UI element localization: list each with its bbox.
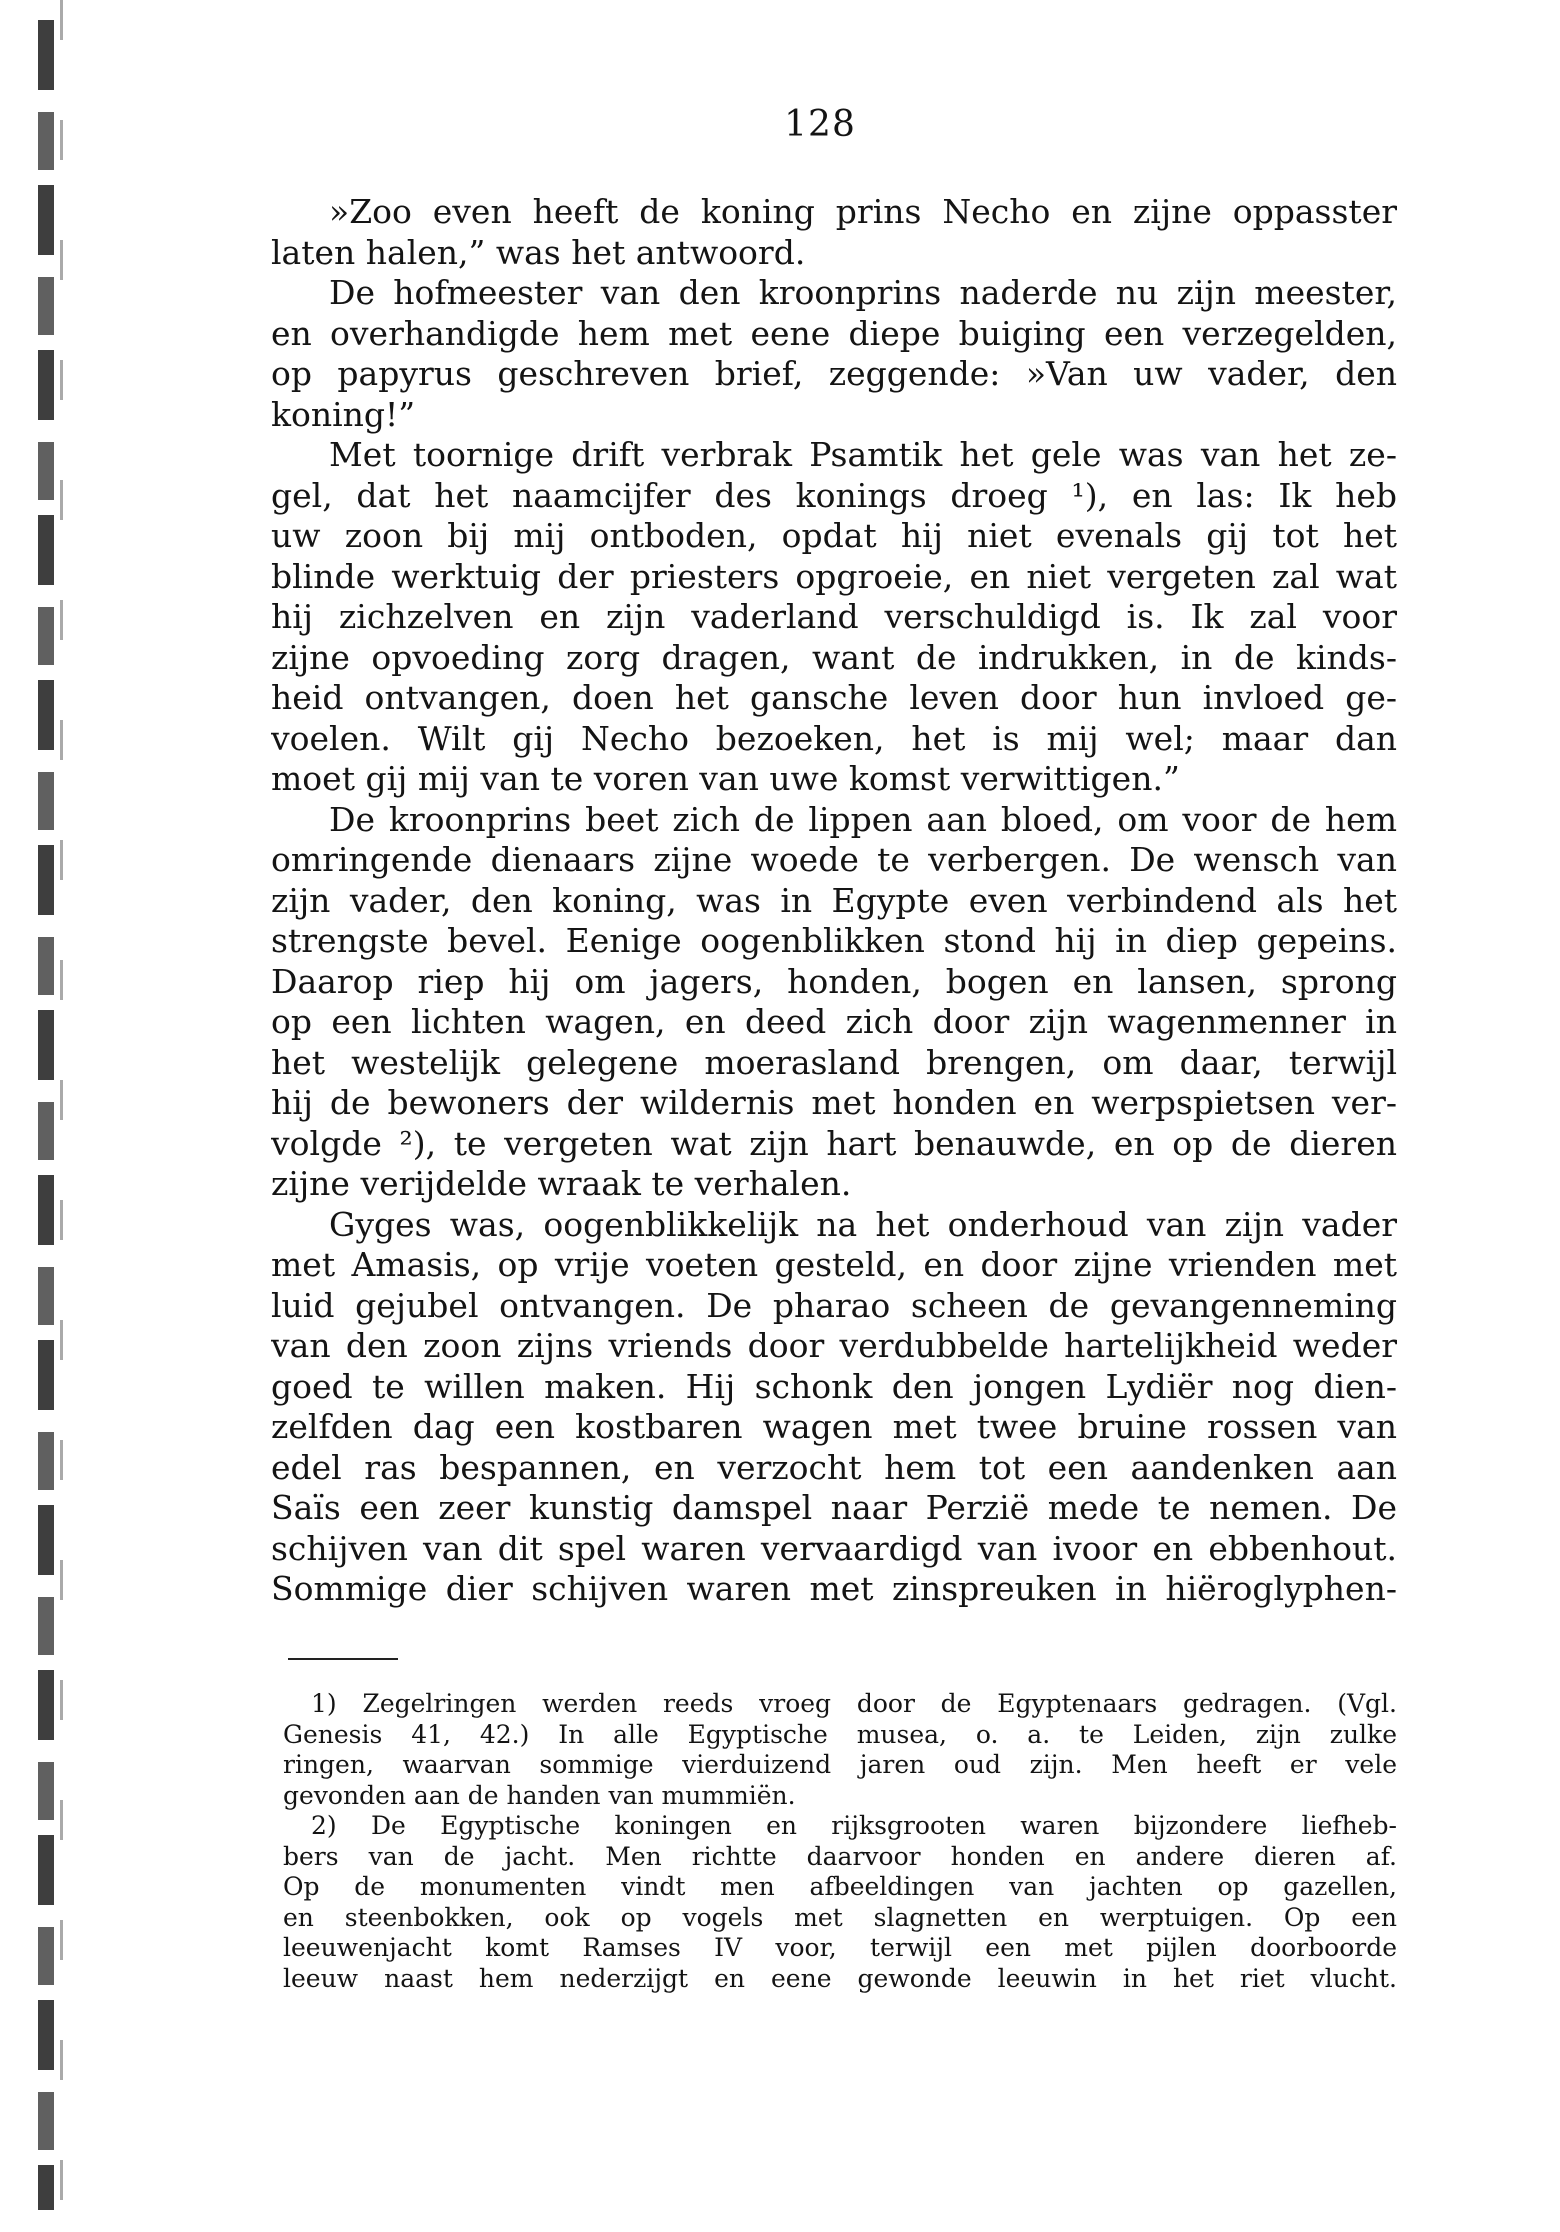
footnote-line: leeuwenjacht komt Ramses IV voor, terwijl een met pijlen doorboorde — [283, 1933, 1397, 1962]
footnote-line: Genesis 41, 42.) In alle Egyptische musea, o. a. te Leiden, zijn zulke — [283, 1719, 1397, 1749]
text-line: van den zoon zijns vriends door verdubbelde hartelijkheid weder — [271, 1326, 1397, 1365]
text-line: zijne verijdelde wraak te verhalen. — [271, 1164, 852, 1203]
text-line: strengste bevel. Eenige oogenblikken stond hij in diep gepeins. — [271, 921, 1397, 960]
text-line: heid ontvangen, doen het gansche leven door hun invloed ge- — [271, 678, 1397, 717]
text-line: zijn vader, den koning, was in Egypte even verbindend als het — [271, 880, 1397, 920]
text-line: Gyges was, oogenblikkelijk na het onderhoud van zijn vader — [329, 1204, 1397, 1244]
text-line: op een lichten wagen, en deed zich door zijn wagenmenner in — [271, 1002, 1397, 1041]
text-line: De hofmeester van den kroonprins naderde nu zijn meester, — [329, 273, 1397, 312]
page-number: 128 — [784, 104, 856, 145]
text-line: Saïs een zeer kunstig damspel naar Perzië mede te nemen. De — [271, 1488, 1397, 1527]
text-line: het westelijk gelegene moerasland brengen, om daar, terwijl — [271, 1042, 1397, 1082]
text-line: goed te willen maken. Hij schonk den jongen Lydiër nog dien- — [271, 1366, 1397, 1406]
text-line: gel, dat het naamcijfer des konings droeg ¹), en las: Ik heb — [271, 475, 1397, 515]
text-line: De kroonprins beet zich de lippen aan bloed, om voor de hem — [329, 799, 1397, 839]
body-text — [271, 192, 1397, 1610]
text-line: »Zoo even heeft de koning prins Necho en zijne oppasster — [329, 192, 1397, 231]
text-line: blinde werktuig der priesters opgroeie, en niet vergeten zal wat — [271, 556, 1397, 596]
footnote-line: en steenbokken, ook op vogels met slagnetten en werptuigen. Op een — [283, 1902, 1397, 1932]
text-line: hij de bewoners der wildernis met honden en werpspietsen ver- — [271, 1083, 1397, 1122]
footnotes — [283, 1689, 1397, 1994]
text-line: op papyrus geschreven brief, zeggende: »Van uw vader, den — [271, 354, 1397, 393]
text-line: volgde ²), te vergeten wat zijn hart benauwde, en op de dieren — [271, 1123, 1397, 1163]
text-line: en overhandigde hem met eene diepe buiging een verzegelden, — [271, 313, 1397, 353]
text-line: koning!” — [271, 394, 416, 434]
text-line: uw zoon bij mij ontboden, opdat hij niet evenals gij tot het — [271, 516, 1397, 555]
text-line: zelfden dag een kostbaren wagen met twee bruine rossen van — [271, 1407, 1397, 1446]
footnote-line: leeuw naast hem nederzijgt en eene gewonde leeuwin in het riet vlucht. — [283, 1963, 1397, 1993]
text-line: omringende dienaars zijne woede te verbergen. De wensch van — [271, 840, 1397, 879]
text-line: luid gejubel ontvangen. De pharao scheen de gevangenneming — [271, 1285, 1397, 1325]
text-line: Met toornige drift verbrak Psamtik het gele was van het ze- — [329, 435, 1397, 474]
page-binding-shadow — [60, 0, 63, 2232]
text-line: moet gij mij van te voren van uwe komst verwittigen.” — [271, 759, 1180, 798]
text-line: schijven van dit spel waren vervaardigd van ivoor en ebbenhout. — [271, 1528, 1397, 1568]
footnote-line: 2) De Egyptische koningen en rijksgrooten waren bijzondere liefheb- — [311, 1811, 1397, 1840]
text-line: voelen. Wilt gij Necho bezoeken, het is mij wel; maar dan — [271, 718, 1397, 758]
text-line: edel ras bespannen, en verzocht hem tot een aandenken aan — [271, 1447, 1397, 1487]
footnote-line: ringen, waarvan sommige vierduizend jaren oud zijn. Men heeft er vele — [283, 1750, 1397, 1779]
text-line: hij zichzelven en zijn vaderland verschuldigd is. Ik zal voor — [271, 597, 1397, 636]
text-line: laten halen,” was het antwoord. — [271, 232, 806, 272]
text-line: met Amasis, op vrije voeten gesteld, en door zijne vrienden met — [271, 1245, 1397, 1284]
footnote-line: bers van de jacht. Men richtte daarvoor honden en andere dieren af. — [283, 1841, 1397, 1871]
footnote-line: Op de monumenten vindt men afbeeldingen van jachten op gazellen, — [283, 1872, 1397, 1901]
page-binding-edge — [38, 20, 54, 2210]
footnote-line: gevonden aan de handen van mummiën. — [283, 1780, 796, 1810]
text-line: zijne opvoeding zorg dragen, want de indrukken, in de kinds- — [271, 637, 1397, 677]
text-line: Daarop riep hij om jagers, honden, bogen en lansen, sprong — [271, 961, 1397, 1001]
text-line: Sommige dier schijven waren met zinspreuken in hiëroglyphen- — [271, 1569, 1397, 1608]
footnote-line: 1) Zegelringen werden reeds vroeg door de Egyptenaars gedragen. (Vgl. — [311, 1689, 1397, 1718]
footnote-divider — [288, 1658, 398, 1660]
